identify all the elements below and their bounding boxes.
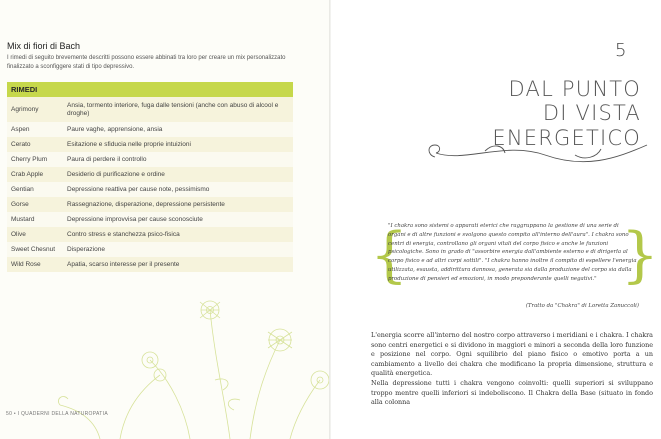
remedy-description: Esitazione e sfiducia nelle proprie intuizioni bbox=[67, 140, 191, 148]
chapter-title-line: DI VISTA bbox=[542, 101, 641, 125]
remedy-name: Aspen bbox=[11, 126, 30, 133]
body-paragraph: L'energia scorre all'interno del nostro corpo attraverso i meridiani e i chakra. I chakra sono centri energetici e si dividono in maggiori e minori a seconda della loro funzione e posizione nel corpo. Ogni squilibrio del piano fisico o emotivo porta a un cambiamento a livello dei chakra che modificano la propria dimensione, struttura e qualità energetica. bbox=[371, 331, 653, 378]
chapter-title-line: DAL PUNTO bbox=[508, 77, 641, 101]
table-row bbox=[7, 212, 293, 227]
table-row bbox=[7, 182, 293, 197]
table-row bbox=[7, 227, 293, 242]
table-row bbox=[7, 167, 293, 182]
table-row bbox=[7, 137, 293, 152]
remedy-description: Paure vaghe, apprensione, ansia bbox=[67, 125, 163, 133]
remedies-table bbox=[7, 82, 293, 272]
flourish-ornament bbox=[425, 133, 650, 167]
remedy-name: Gorse bbox=[11, 201, 29, 208]
quote-source: (Tratto da "Chakra" di Loretta Zanuccoli) bbox=[525, 303, 639, 309]
table-row bbox=[7, 152, 293, 167]
remedy-name: Cherry Plum bbox=[11, 156, 48, 163]
remedy-description: Desiderio di purificazione e ordine bbox=[67, 170, 165, 178]
table-row bbox=[7, 242, 293, 257]
remedy-name: Gentian bbox=[11, 186, 34, 193]
body-text bbox=[371, 331, 653, 408]
remedy-name: Olive bbox=[11, 231, 26, 238]
remedy-description: Depressione improvvisa per cause sconosciute bbox=[67, 215, 203, 223]
remedy-description: Depressione reattiva per cause note, pessimismo bbox=[67, 185, 210, 193]
left-page bbox=[0, 0, 330, 439]
remedy-name: Cerato bbox=[11, 141, 31, 148]
remedy-name: Sweet Chesnut bbox=[11, 246, 56, 253]
remedy-name: Mustard bbox=[11, 216, 35, 223]
section-title: Mix di fiori di Bach bbox=[7, 41, 81, 51]
remedy-description: Rassegnazione, disperazione, depressione persistente bbox=[67, 200, 225, 208]
body-paragraph: Nella depressione tutti i chakra vengono coinvolti: quelli superiori si sviluppano troppo mentre quelli inferiori si indeboliscono. Il Chakra della Base (situato in fondo alla colonna bbox=[371, 378, 653, 407]
remedy-description: Apatia, scarso interesse per il presente bbox=[67, 260, 180, 268]
remedy-description: Disperazione bbox=[67, 245, 105, 253]
table-row bbox=[7, 122, 293, 137]
remedy-name: Wild Rose bbox=[11, 261, 41, 268]
remedy-name: Crab Apple bbox=[11, 171, 44, 178]
chakra-quote-block bbox=[370, 205, 659, 317]
left-brace-ornament: { bbox=[370, 220, 409, 290]
table-row bbox=[7, 197, 293, 212]
chapter-number: 5 bbox=[615, 40, 627, 61]
page-footer: 50 • I QUADERNI DELLA NATUROPATIA bbox=[6, 411, 108, 417]
table-row bbox=[7, 257, 293, 272]
table-row bbox=[7, 97, 293, 122]
table-body bbox=[7, 97, 293, 272]
table-header: RIMEDI bbox=[7, 82, 293, 97]
quote-text: "I chakra sono sistemi o apparati eterici che raggruppano la gestione di una serie di organi e di altre funzioni e svolgono questo compito all'interno dell'aura". I chakra sono centri di energia, controllano gli organi vitali del corpo fisico e anche le funzioni psicologiche. Sono in grado di "assorbire energia dall'ambiente esterno e di dirigerla al corpo fisico e ad altri corpi sottili". "I chakra hanno inoltre il compito di espellere l'energia utilizzata, esausta, addirittura dannosa, generata sia dalla produzione del corpo sia dalla produzione di pensieri ed emozioni, in modo preponderante quelli negativi." bbox=[388, 223, 637, 282]
chapter-title-line: ENERGETICO bbox=[492, 126, 641, 150]
remedy-description: Paura di perdere il controllo bbox=[67, 155, 147, 163]
remedy-name: Agrimony bbox=[11, 106, 39, 113]
remedy-description: Ansia, tormento interiore, fuga dalle tensioni (anche con abuso di alcool e droghe) bbox=[67, 101, 279, 117]
remedy-description: Contro stress e stanchezza psico-fisica bbox=[67, 230, 180, 238]
intro-paragraph: I rimedi di seguito brevemente descritti possono essere abbinati tra loro per creare un mix personalizzato finalizzato a sconfiggere stati di tipo depressivo. bbox=[7, 55, 286, 70]
right-brace-ornament: } bbox=[620, 220, 659, 290]
